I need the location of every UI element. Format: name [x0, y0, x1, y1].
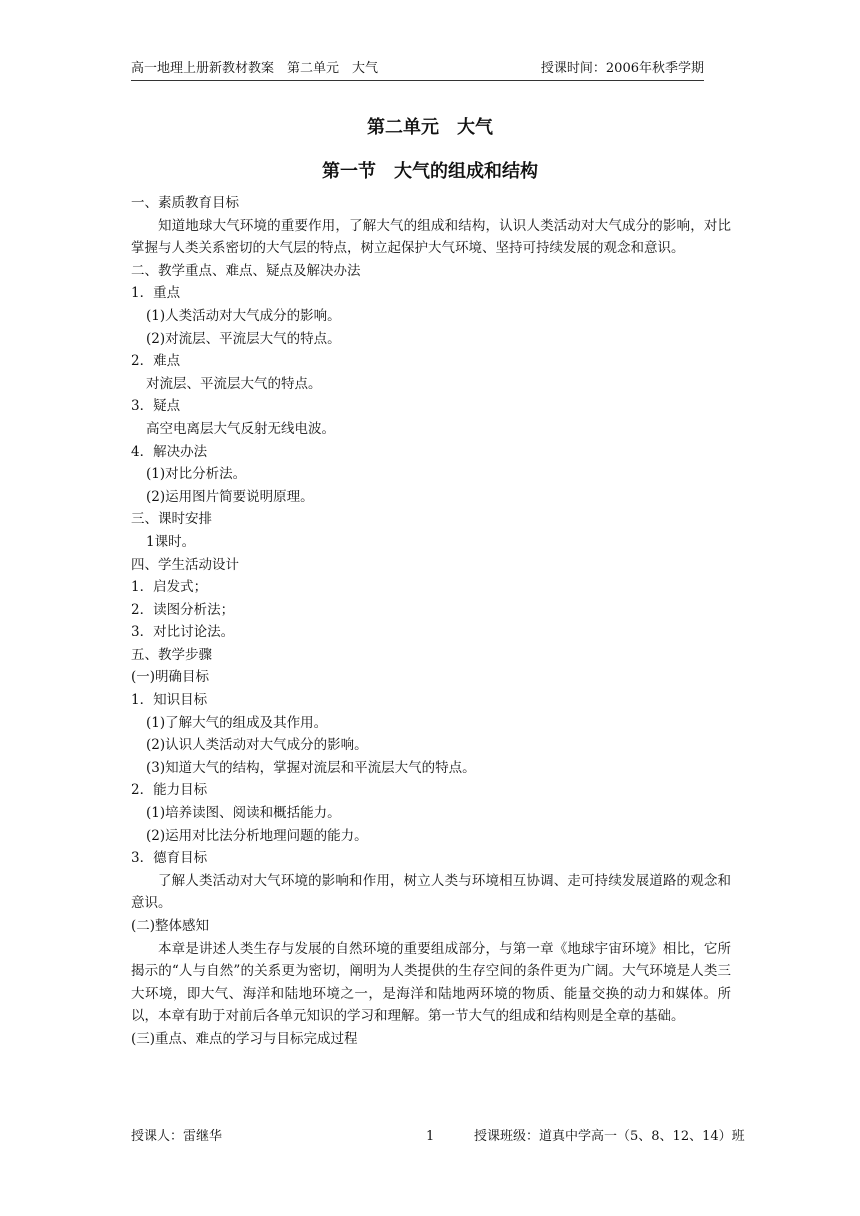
- page-number: 1: [426, 1129, 435, 1144]
- unit-title: 第二单元 大气: [367, 117, 493, 138]
- heading-schedule: 三、课时安排: [131, 511, 212, 528]
- heading-teaching-steps: 五、教学步骤: [131, 646, 212, 663]
- heading-quality-goals: 一、素质教育目标: [131, 195, 239, 211]
- subheading-focus: 1．重点: [131, 285, 181, 302]
- list-item: 高空电离层大气反射无线电波。: [146, 420, 335, 437]
- subheading-knowledge-goals: 1．知识目标: [131, 692, 208, 709]
- list-item: 3．对比讨论法。: [131, 624, 235, 641]
- list-item: 1课时。: [146, 533, 196, 550]
- subheading-solution: 4．解决办法: [131, 443, 208, 460]
- section-title: 第一节 大气的组成和结构: [322, 161, 538, 182]
- subheading-doubt: 3．疑点: [131, 398, 181, 415]
- list-item: (3)知道大气的结构，掌握对流层和平流层大气的特点。: [146, 759, 476, 776]
- list-item: (1)人类活动对大气成分的影响。: [146, 307, 341, 324]
- page-footer: [131, 1127, 745, 1147]
- paragraph-overall-perception: 本章是讲述人类生存与发展的自然环境的重要组成部分，与第一章《地球宇宙环境》相比，它所揭示的“人与自然”的关系更为密切，阐明为人类提供的生存空间的条件更为广阔。大气环境是人类三大环境，即大气、海洋和陆地环境之一，是海洋和陆地两环境的物质、能量交换的动力和媒体。所以，本章有助于对前后各单元知识的学习和理解。第一节大气的组成和结构则是全章的基础。: [131, 940, 731, 1025]
- subheading-moral-goals: 3．德育目标: [131, 850, 208, 867]
- subheading-ability-goals: 2．能力目标: [131, 782, 208, 799]
- heading-key-points: 二、教学重点、难点、疑点及解决办法: [131, 262, 361, 279]
- list-item: (2)对流层、平流层大气的特点。: [146, 330, 341, 347]
- list-item: 1．启发式；: [131, 579, 208, 596]
- subheading-overall-perception: (二)整体感知: [131, 918, 210, 934]
- header-course-title: 高一地理上册新教材教案 第二单元 大气: [131, 61, 379, 76]
- document-body: [131, 192, 731, 1051]
- list-item: (2)运用图片简要说明原理。: [146, 488, 314, 505]
- paragraph-moral-goals: 了解人类活动对大气环境的影响和作用，树立人类与环境相互协调、走可持续发展道路的观念和意识。: [131, 872, 731, 912]
- header-teaching-time: 授课时间：2006年秋季学期: [540, 61, 704, 76]
- list-item: (2)认识人类活动对大气成分的影响。: [146, 737, 368, 754]
- list-item: (1)了解大气的组成及其作用。: [146, 714, 328, 731]
- footer-teacher: 授课人：雷继华: [131, 1129, 223, 1144]
- footer-class: 授课班级：道真中学高一（5、8、12、14）班: [474, 1129, 745, 1144]
- subheading-learning-process: (三)重点、难点的学习与目标完成过程: [131, 1030, 358, 1047]
- paragraph-quality-goals: 知道地球大气环境的重要作用，了解大气的组成和结构，认识人类活动对大气成分的影响，对比掌握与人类关系密切的大气层的特点，树立起保护大气环境、坚持可持续发展的观念和意识。: [131, 217, 731, 257]
- list-item: (1)对比分析法。: [146, 466, 247, 483]
- list-item: 2．读图分析法；: [131, 601, 235, 618]
- page-header: [131, 58, 704, 81]
- list-item: 对流层、平流层大气的特点。: [146, 375, 322, 392]
- list-item: (1)培养读图、阅读和概括能力。: [146, 805, 341, 822]
- subheading-clear-goals: (一)明确目标: [131, 669, 210, 686]
- subheading-difficulty: 2．难点: [131, 353, 181, 370]
- list-item: (2)运用对比法分析地理问题的能力。: [146, 827, 368, 844]
- heading-student-activities: 四、学生活动设计: [131, 556, 239, 573]
